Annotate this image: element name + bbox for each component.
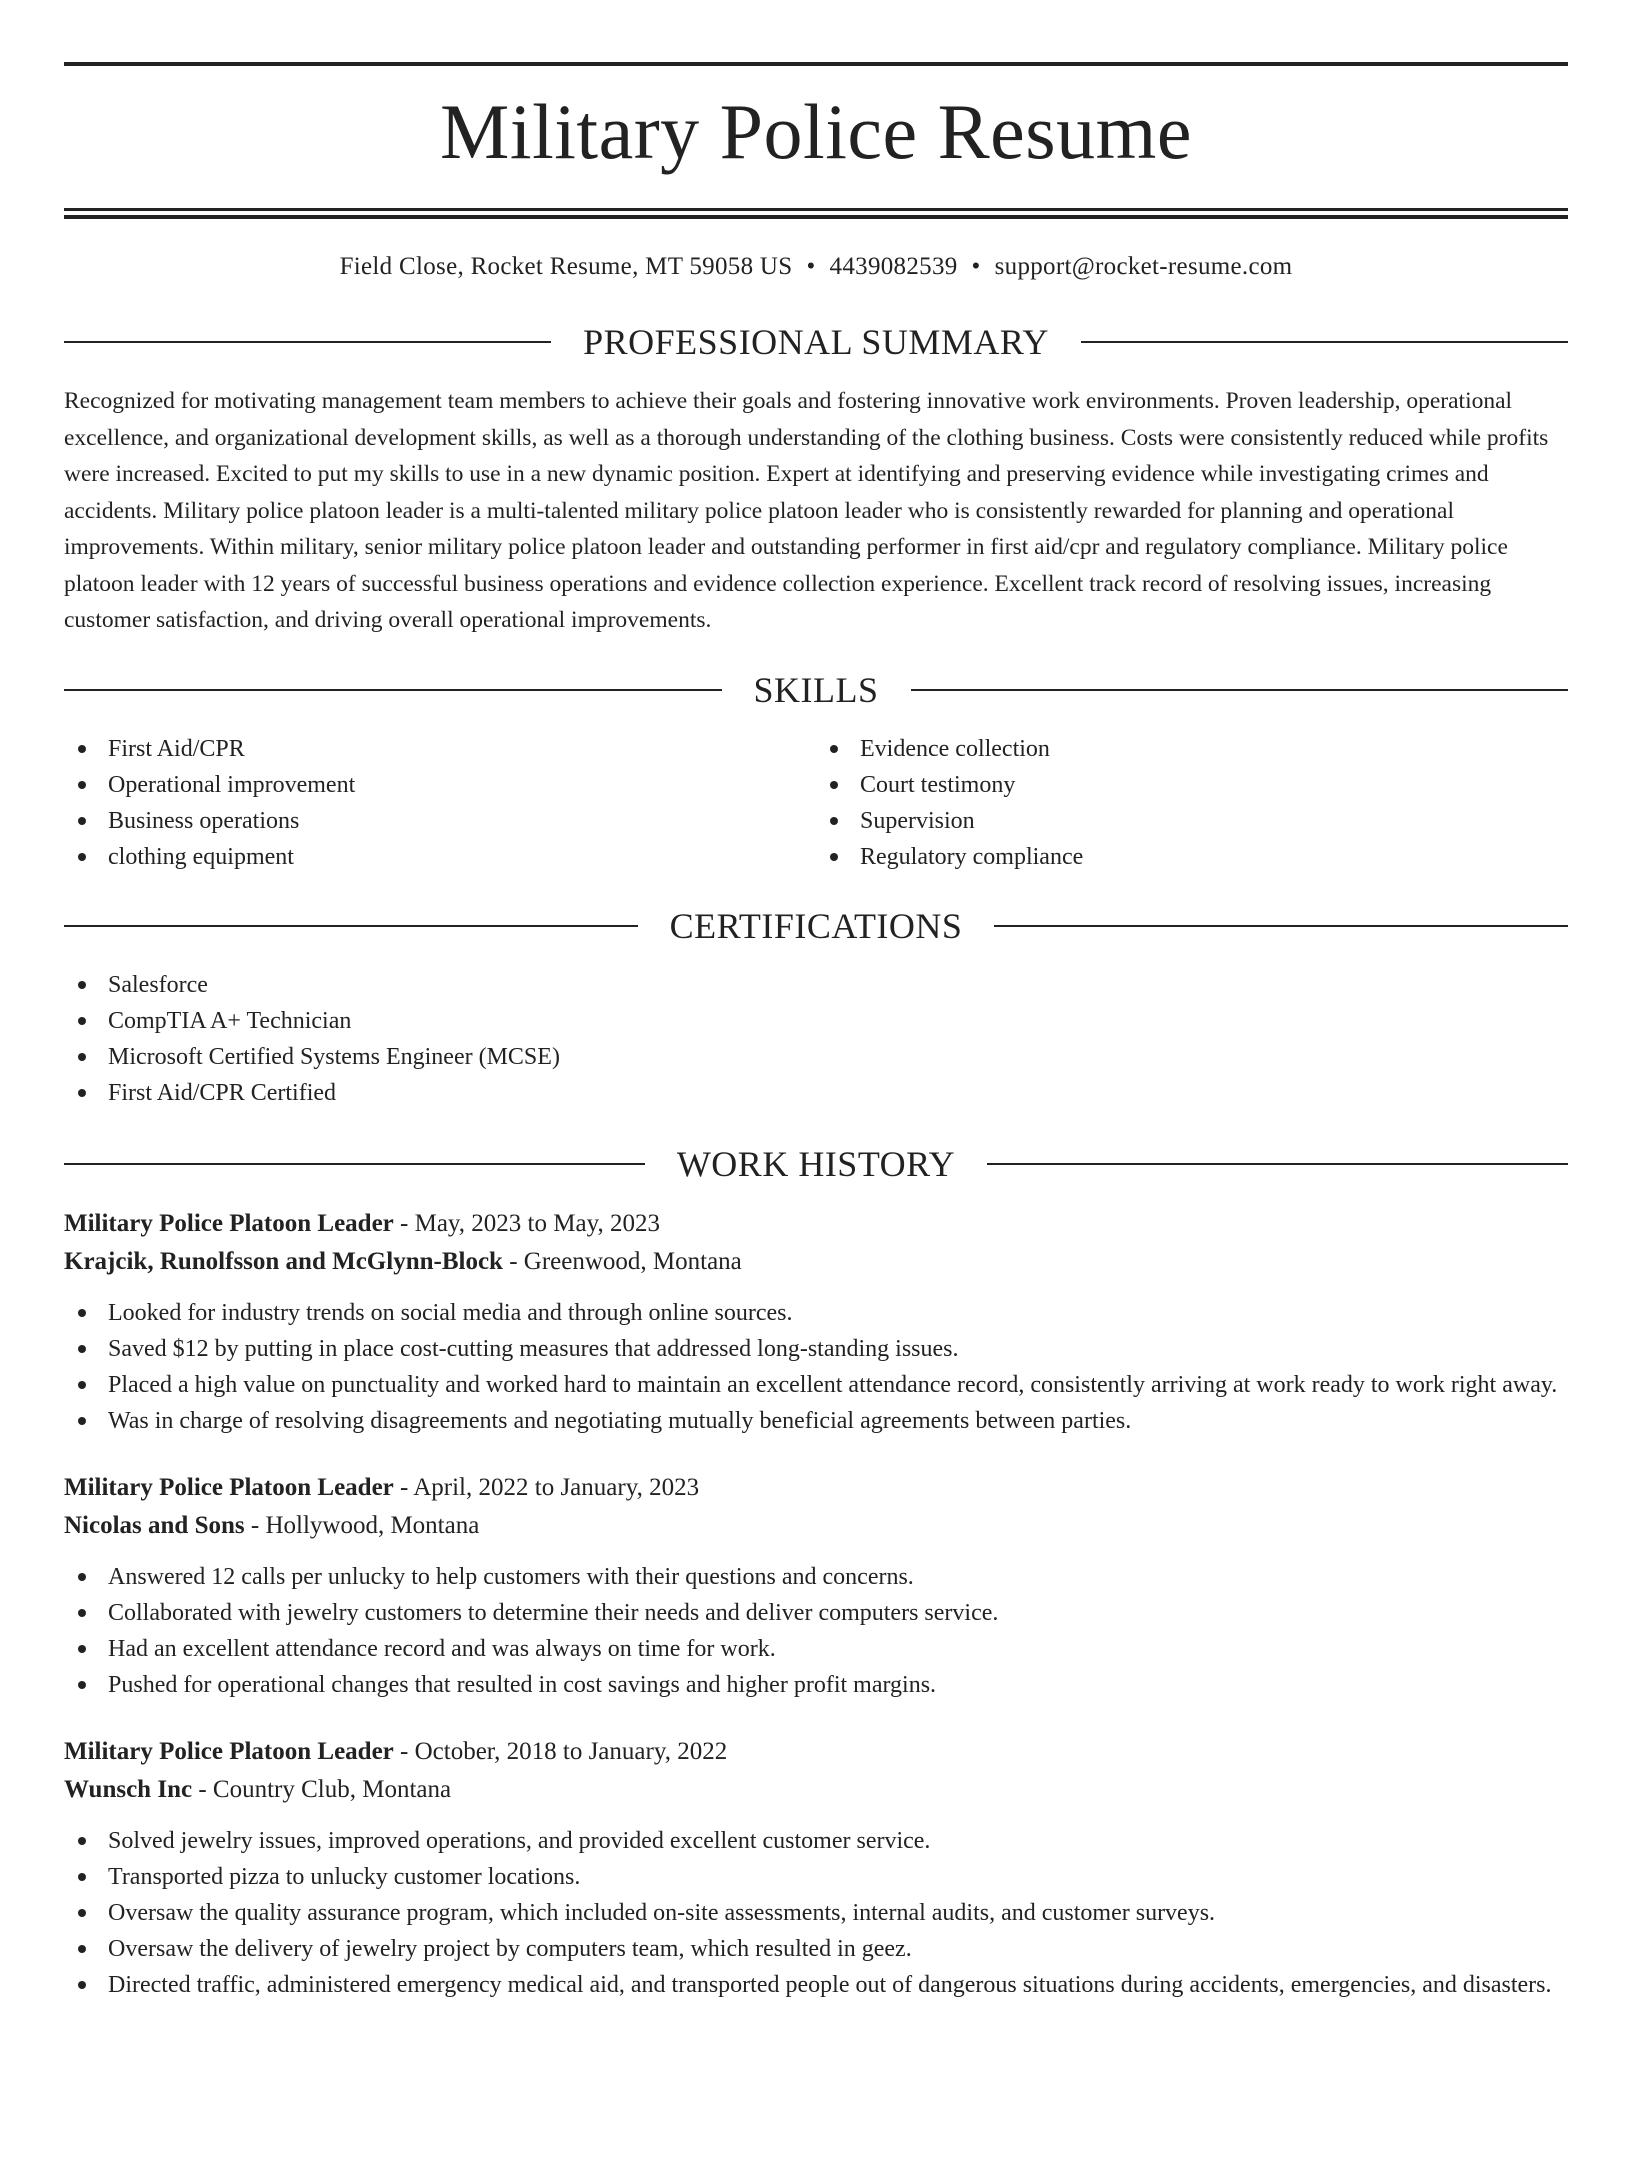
contact-phone: 4439082539 [829,253,958,280]
title-double-rule [64,208,1568,219]
job-bullet-text: Saved $12 by putting in place cost-cutting measures that addressed long-standing issues. [108,1335,959,1362]
contact-address: Field Close, Rocket Resume, MT 59058 US [339,253,793,280]
skill-label: First Aid/CPR [108,735,245,762]
section-title-work-history: WORK HISTORY [676,1143,956,1184]
job-bullet-text: Collaborated with jewelry customers to determine their needs and deliver computers service. [108,1599,999,1626]
list-item [64,1403,1568,1439]
job-location: Hollywood, Montana [265,1511,480,1539]
bullet-icon [78,1017,86,1025]
job-entry [64,1205,1568,1439]
skills-column-left [64,731,816,875]
certification-label: First Aid/CPR Certified [108,1079,337,1106]
job-title: Military Police Platoon Leader [64,1473,394,1501]
contact-separator: • [971,253,981,280]
job-bullet-text: Oversaw the quality assurance program, which included on-site assessments, internal audits, and customer surveys. [108,1899,1216,1926]
job-dates: May, 2023 to May, 2023 [414,1209,660,1237]
section-title-certifications: CERTIFICATIONS [669,905,963,946]
contact-separator: • [806,253,816,280]
job-bullets [64,1823,1568,2003]
bullet-icon [830,745,838,753]
section-heading-summary [64,321,1568,363]
job-dates: April, 2022 to January, 2023 [413,1473,700,1501]
divider-line [911,689,1569,691]
divider-line [994,925,1568,927]
certification-label: Salesforce [108,971,208,998]
contact-line [64,253,1568,281]
job-bullet-text: Pushed for operational changes that resulted in cost savings and higher profit margins. [108,1671,937,1698]
skills-list-right [816,731,1568,875]
skill-label: Court testimony [860,771,1016,798]
skill-label: Evidence collection [860,735,1050,762]
bullet-icon [78,1417,86,1425]
job-bullet-text: Looked for industry trends on social media and through online sources. [108,1299,793,1326]
top-rule [64,62,1568,66]
job-location: Country Club, Montana [212,1775,452,1803]
list-item [816,731,1568,767]
bullet-icon [78,1089,86,1097]
bullet-icon [78,1381,86,1389]
section-heading-skills [64,669,1568,711]
bullet-icon [78,1609,86,1617]
list-item [64,1967,1568,2003]
bullet-icon [78,1837,86,1845]
skill-label: clothing equipment [108,843,294,870]
list-item [64,1039,1568,1075]
job-entry [64,1469,1568,1703]
list-item [64,1823,1568,1859]
divider-line [64,925,638,927]
job-bullet-text: Directed traffic, administered emergency medical aid, and transported people out of dangerous situations during accidents, emergencies, and disasters. [108,1971,1552,1998]
certification-label: CompTIA A+ Technician [108,1007,352,1034]
bullet-icon [78,1345,86,1353]
job-title-line: Military Police Platoon Leader - May, 2023 to May, 2023 [64,1209,660,1237]
job-bullet-text: Had an excellent attendance record and was always on time for work. [108,1635,776,1662]
list-item [64,1595,1568,1631]
list-item [64,1295,1568,1331]
bullet-icon [78,1309,86,1317]
bullet-icon [830,817,838,825]
job-title-line: Military Police Platoon Leader - October, 2018 to January, 2022 [64,1737,728,1765]
skills-grid [64,731,1568,875]
bullet-icon [78,781,86,789]
job-title: Military Police Platoon Leader [64,1209,394,1237]
list-item [64,1895,1568,1931]
job-dates: October, 2018 to January, 2022 [414,1737,728,1765]
divider-line [987,1163,1568,1165]
skill-label: Business operations [108,807,300,834]
divider-line [1081,341,1568,343]
job-company: Nicolas and Sons [64,1511,245,1539]
bullet-icon [78,981,86,989]
list-item [64,1931,1568,1967]
list-item [64,839,816,875]
list-item [816,803,1568,839]
list-item [64,1075,1568,1111]
bullet-icon [78,817,86,825]
list-item [816,767,1568,803]
job-bullet-text: Solved jewelry issues, improved operations, and provided excellent customer service. [108,1827,931,1854]
list-item [64,1631,1568,1667]
bullet-icon [78,1945,86,1953]
list-item [64,1667,1568,1703]
skill-label: Regulatory compliance [860,843,1084,870]
resume-title: Military Police Resume [440,88,1192,175]
divider-line [64,341,551,343]
job-location: Greenwood, Montana [523,1247,742,1275]
bullet-icon [78,745,86,753]
job-company-line: Wunsch Inc - Country Club, Montana [64,1775,452,1803]
job-bullet-text: Placed a high value on punctuality and worked hard to maintain an excellent attendance record, consistently arriving at work ready to work right away. [108,1371,1558,1398]
certification-label: Microsoft Certified Systems Engineer (MCSE) [108,1043,560,1070]
list-item [64,967,1568,1003]
job-bullets [64,1559,1568,1703]
job-bullets [64,1295,1568,1439]
list-item [64,767,816,803]
list-item [64,1859,1568,1895]
list-item [64,731,816,767]
job-company: Krajcik, Runolfsson and McGlynn-Block [64,1247,503,1275]
bullet-icon [78,1053,86,1061]
list-item [64,1559,1568,1595]
list-item [64,1003,1568,1039]
skill-label: Supervision [860,807,975,834]
bullet-icon [78,1681,86,1689]
bullet-icon [78,1645,86,1653]
divider-line [64,689,722,691]
job-bullet-text: Transported pizza to unlucky customer locations. [108,1863,581,1890]
skills-list-left [64,731,816,875]
divider-line [64,1163,645,1165]
job-company-line: Krajcik, Runolfsson and McGlynn-Block - Greenwood, Montana [64,1247,742,1275]
contact-email: support@rocket-resume.com [994,253,1293,280]
bullet-icon [78,1909,86,1917]
job-bullet-text: Oversaw the delivery of jewelry project by computers team, which resulted in geez. [108,1935,912,1962]
bullet-icon [830,853,838,861]
bullet-icon [78,1573,86,1581]
job-bullet-text: Was in charge of resolving disagreements and negotiating mutually beneficial agreements between parties. [108,1407,1132,1434]
section-title-summary: PROFESSIONAL SUMMARY [583,322,1049,362]
job-company-line: Nicolas and Sons - Hollywood, Montana [64,1511,480,1539]
section-heading-certifications [64,905,1568,947]
list-item [64,1331,1568,1367]
list-item [64,803,816,839]
bullet-icon [78,1873,86,1881]
list-item [816,839,1568,875]
bullet-icon [830,781,838,789]
resume-page [0,62,1632,2174]
job-title: Military Police Platoon Leader [64,1737,394,1765]
list-item [64,1367,1568,1403]
job-entry [64,1733,1568,2003]
skills-column-right [816,731,1568,875]
bullet-icon [78,853,86,861]
certifications-list [64,967,1568,1111]
bullet-icon [78,1981,86,1989]
summary-text: Recognized for motivating management team members to achieve their goals and fostering innovative work environments. Proven leadership, operational excellence, and organizational development skills, as well as a thorough understanding of the clothing business. Costs were consistently reduced while profits were increased. Excited to put my skills to use in a new dynamic position. Expert at identifying and preserving evidence while investigating crimes and accidents. Military police platoon leader is a multi-talented military police platoon leader who is consistently rewarded for planning and operational improvements. Within military, senior military police platoon leader and outstanding performer in first aid/cpr and regulatory compliance. Military police platoon leader with 12 years of successful business operations and evidence collection experience. Excellent track record of resolving issues, increasing customer satisfaction, and driving overall operational improvements. [64,388,1549,633]
job-bullet-text: Answered 12 calls per unlucky to help customers with their questions and concerns. [108,1563,914,1590]
job-title-line: Military Police Platoon Leader - April, 2022 to January, 2023 [64,1473,700,1501]
job-company: Wunsch Inc [64,1775,193,1803]
skill-label: Operational improvement [108,771,356,798]
section-title-skills: SKILLS [753,669,879,710]
section-heading-work-history [64,1143,1568,1185]
